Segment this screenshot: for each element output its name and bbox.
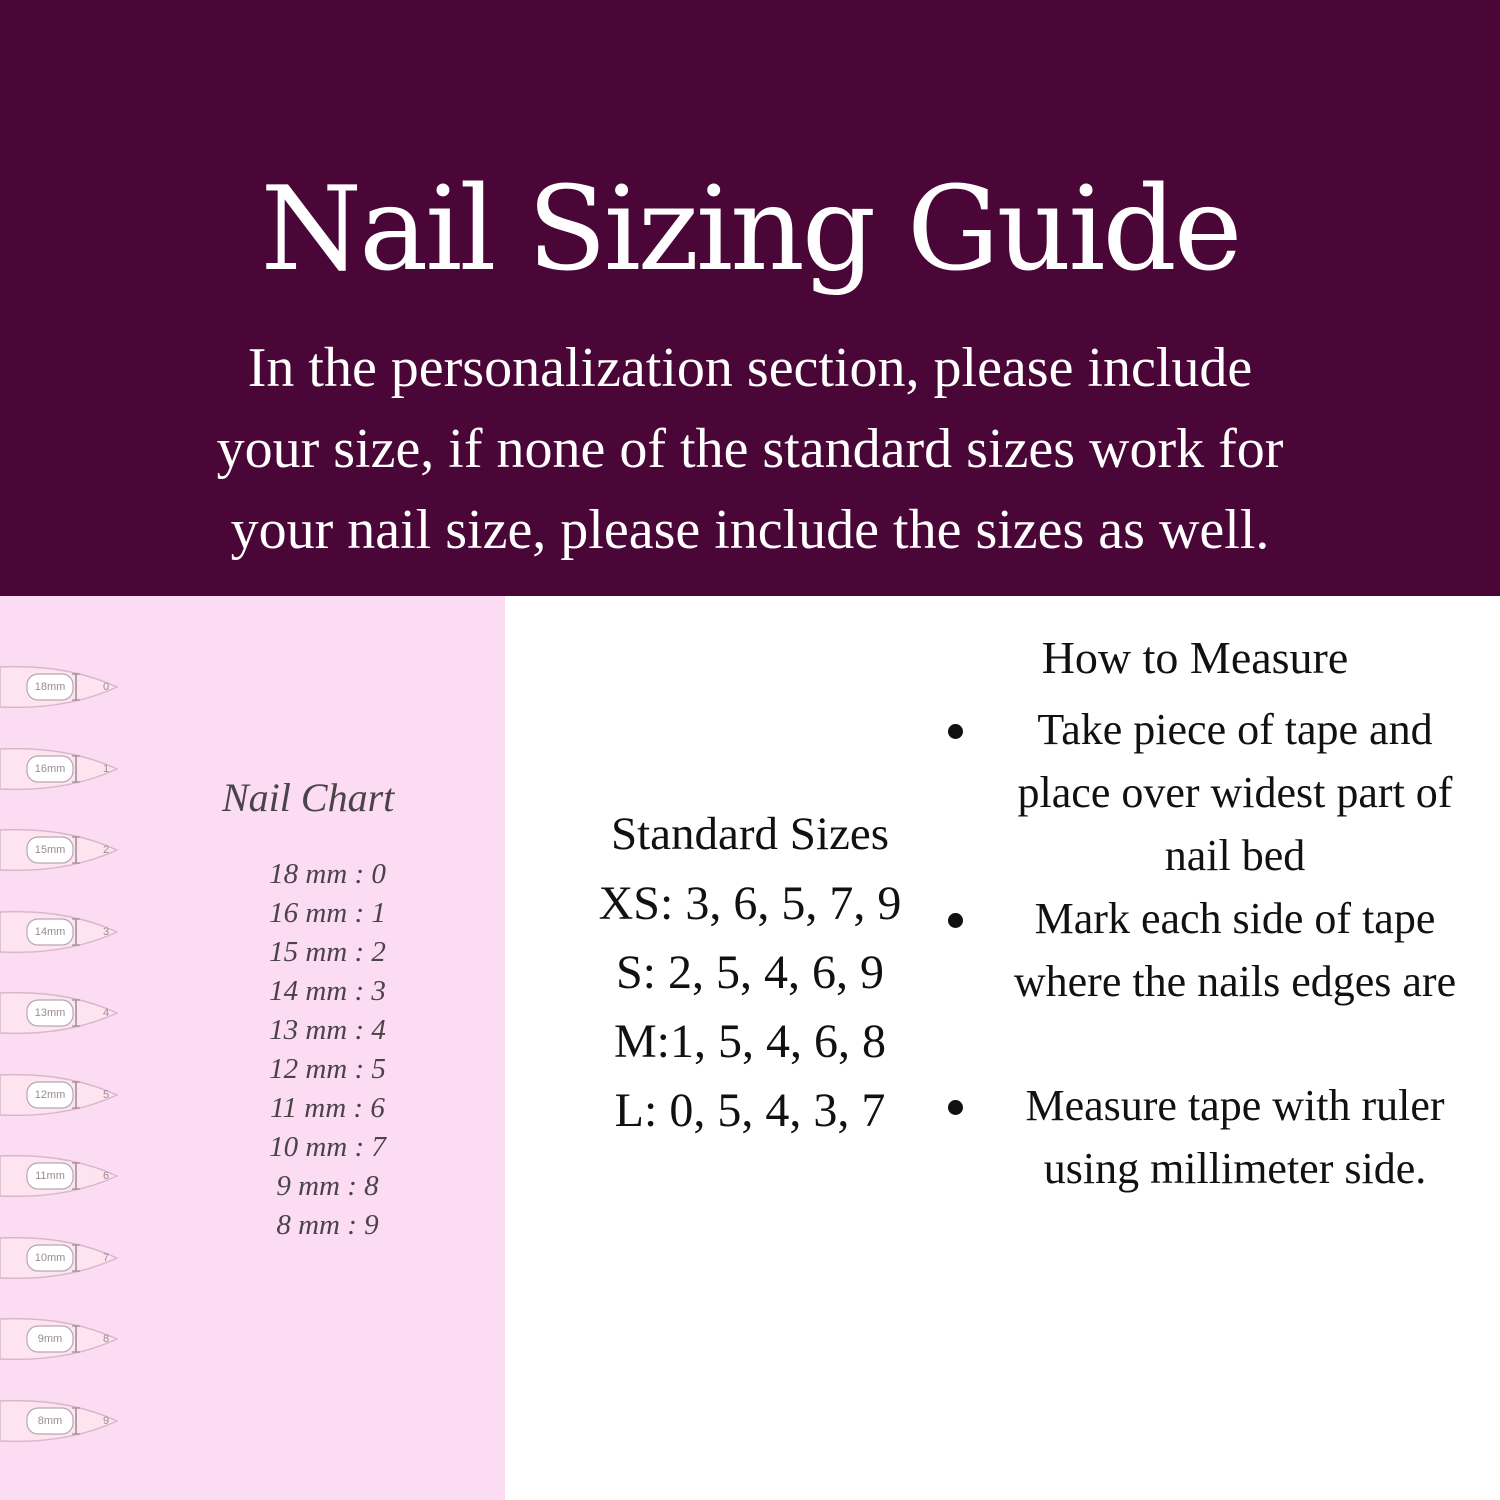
standard-size-row: S: 2, 5, 4, 6, 9 (615, 946, 885, 999)
nail-chart-entry: 9 mm : 8 (276, 1170, 379, 1202)
standard-sizes-title: Standard Sizes (610, 808, 890, 860)
nail-mm-label: 11mm (35, 1170, 65, 1182)
nail-mm-label: 12mm (34, 1088, 66, 1101)
nail-size-number: 2 (102, 844, 110, 856)
nail-chart-entry: 11 mm : 6 (270, 1092, 385, 1124)
nail-mm-label: 14mm (34, 925, 66, 938)
nail-size-number: 9 (102, 1414, 110, 1427)
nail-size-graphic (0, 1072, 118, 1118)
nail-size-number: 6 (102, 1170, 110, 1182)
nail-size-graphic (0, 1235, 118, 1281)
nail-mm-label: 9mm (37, 1333, 63, 1345)
nail-size-graphic (0, 746, 118, 792)
standard-sizes-section (575, 800, 925, 1145)
nail-size-number: 7 (102, 1251, 110, 1264)
how-to-step-text: Take piece of tape and place over widest part of nail bed (1017, 705, 1453, 880)
nail-mm-label: 16mm (34, 762, 66, 775)
nail-chart-title: Nail Chart (222, 775, 395, 820)
nail-chart-entry: 13 mm : 4 (269, 1014, 386, 1046)
nail-chart-entry: 8 mm : 9 (276, 1209, 379, 1241)
nail-chart-entry: 15 mm : 2 (269, 936, 386, 968)
nail-size-graphic (0, 990, 118, 1036)
how-to-measure-title: How to Measure (1041, 632, 1349, 683)
nail-size-graphic (0, 827, 118, 873)
instructions-line: your nail size, please include the sizes as well. (230, 499, 1270, 561)
bullet-icon (948, 724, 963, 739)
instructions-text (150, 328, 1350, 571)
nail-size-graphic (0, 1316, 118, 1362)
header-banner (0, 0, 1500, 596)
nail-size-graphic (0, 664, 118, 710)
nail-mm-label: 15mm (34, 844, 66, 856)
nail-chart-entry: 14 mm : 3 (269, 975, 386, 1007)
standard-size-row: M:1, 5, 4, 6, 8 (613, 1015, 886, 1068)
instructions-line: your size, if none of the standard sizes work for (216, 418, 1284, 480)
nail-chart-list (240, 855, 415, 1245)
nail-size-number: 3 (102, 925, 110, 938)
nail-chart-entry: 18 mm : 0 (269, 858, 386, 890)
nail-mm-label: 8mm (37, 1414, 63, 1427)
instructions-line: In the personalization section, please include (247, 337, 1253, 399)
nail-mm-label: 18mm (34, 681, 66, 693)
bullet-icon (948, 913, 963, 928)
standard-size-row: XS: 3, 6, 5, 7, 9 (598, 877, 902, 930)
nail-chart-entry: 10 mm : 7 (269, 1131, 386, 1163)
nail-size-graphic (0, 1398, 118, 1444)
nail-size-number: 5 (102, 1088, 110, 1101)
nail-size-graphic (0, 1153, 118, 1199)
nail-size-number: 8 (102, 1333, 110, 1345)
how-to-step-text: Measure tape with ruler using millimeter side. (1025, 1081, 1445, 1193)
nail-size-graphic (0, 909, 118, 955)
nail-size-number: 0 (102, 681, 110, 693)
how-to-step-text: Mark each side of tape where the nails edges are (1013, 894, 1457, 1006)
nail-mm-label: 13mm (34, 1007, 66, 1019)
nail-chart-entry: 16 mm : 1 (269, 897, 386, 929)
page-title: Nail Sizing Guide (260, 162, 1240, 297)
standard-size-row: L: 0, 5, 4, 3, 7 (614, 1084, 886, 1137)
bullet-icon (948, 1100, 963, 1115)
nail-mm-label: 10mm (34, 1251, 66, 1264)
nail-size-number: 4 (102, 1007, 110, 1019)
nail-size-number: 1 (102, 762, 110, 775)
nail-chart-entry: 12 mm : 5 (269, 1053, 386, 1085)
